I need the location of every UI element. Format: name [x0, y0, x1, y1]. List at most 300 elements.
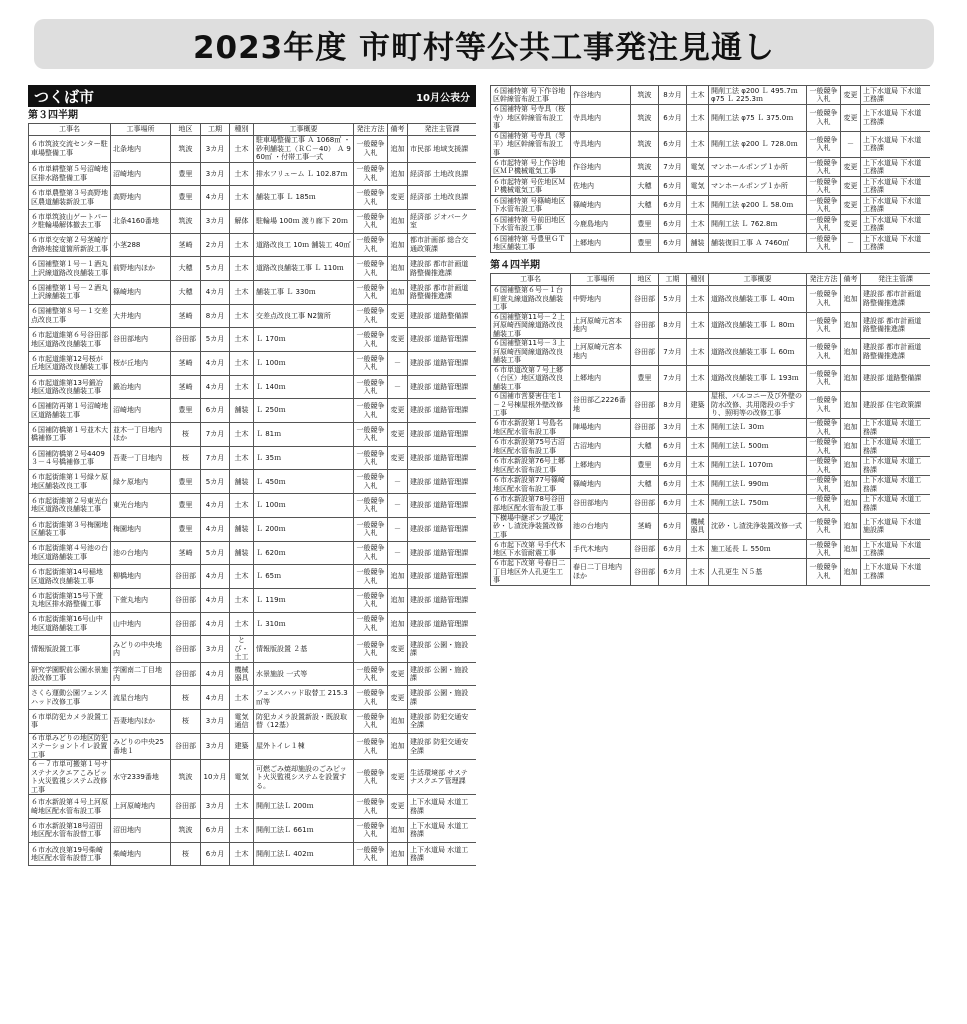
table-cell: 桜が丘地内: [111, 352, 171, 376]
table-cell: 3カ月: [201, 733, 230, 760]
table-cell: 一般競争入札: [807, 131, 841, 158]
table-cell: さくら運動公園フェンスハッド改修工事: [29, 686, 111, 710]
table-cell: Ｌ 35ｍ: [254, 446, 354, 470]
table-cell: 筑波: [631, 131, 659, 158]
page-title: 2023年度 市町村等公共工事発注見通し: [192, 29, 776, 66]
table-cell: 電気: [687, 158, 709, 177]
table-header: [491, 274, 931, 286]
table-cell: 舗装: [687, 234, 709, 253]
city-name: つくば市: [34, 87, 95, 106]
table-cell: 一般競争入札: [807, 158, 841, 177]
table-row: [29, 328, 477, 352]
table-cell: ６市水新設第１号島名地区配水管布設工事: [491, 418, 571, 437]
table-cell: 追加: [388, 280, 408, 304]
table-cell: 谷田部: [631, 339, 659, 366]
table-cell: 上河原崎元宮本地内: [571, 312, 631, 339]
table-cell: ６市水新設第78号谷田部地区配水管布設工事: [491, 494, 571, 513]
table-cell: 茎崎: [171, 352, 201, 376]
table-cell: 変更: [388, 636, 408, 663]
table-cell: 一般競争入札: [354, 819, 388, 843]
table-cell: 寺具地内: [571, 105, 631, 132]
table-cell: 茎崎: [171, 375, 201, 399]
table-cell: 土木: [687, 286, 709, 313]
table-cell: ６市水改良第19号柴崎地区配水管布設替工事: [29, 842, 111, 866]
table-cell: 開削工法 φ200 Ｌ 728.0ｍ: [709, 131, 807, 158]
table-cell: 一般競争入札: [807, 513, 841, 540]
table-cell: 土木: [230, 162, 254, 186]
table-cell: 柳橋地内: [111, 565, 171, 589]
table-cell: 4カ月: [201, 186, 230, 210]
table-cell: 下横場中継ポンプ場沈砂・し渣洗浄装置改修工事: [491, 513, 571, 540]
table-cell: 大穂: [631, 177, 659, 196]
table-cell: 建設部 防犯交通安全課: [408, 710, 477, 734]
table-cell: 土木: [230, 588, 254, 612]
table-cell: 建設部 道路管理課: [408, 352, 477, 376]
table-cell: 水守2339番地: [111, 760, 171, 795]
table-cell: 中野地内: [571, 286, 631, 313]
table-cell: 6カ月: [659, 196, 687, 215]
table-cell: 変更: [841, 196, 861, 215]
table-cell: 上郷地内: [571, 365, 631, 392]
table-cell: Ｌ 100ｍ: [254, 494, 354, 518]
table-row: [491, 559, 931, 586]
table-cell: 機械器具: [230, 662, 254, 686]
table-cell: 流星台地内: [111, 686, 171, 710]
table-cell: 水景施設 一式等: [254, 662, 354, 686]
table-cell: 建設部 道路管理課: [408, 612, 477, 636]
table-cell: 追加: [388, 136, 408, 163]
table-cell: 上下水道局 水道工務課: [861, 418, 931, 437]
table-cell: 追加: [388, 233, 408, 257]
table-cell: 追加: [388, 842, 408, 866]
table-cell: 開削工法Ｌ 30ｍ: [709, 418, 807, 437]
table-cell: 追加: [388, 710, 408, 734]
table-row: [491, 215, 931, 234]
table-cell: 追加: [841, 365, 861, 392]
table-cell: 道路改良舗装工事 Ｌ 80ｍ: [709, 312, 807, 339]
table-cell: 北条地内: [111, 136, 171, 163]
column-header: 発注方法: [354, 124, 388, 136]
table-row: [491, 540, 931, 559]
table-row: [29, 541, 477, 565]
table-cell: 建設部 防犯交通安全課: [408, 733, 477, 760]
table-row: [29, 136, 477, 163]
table-cell: 追加: [841, 437, 861, 456]
table-cell: ６国補整第１号－１酒丸上沢線道路改良舗装工事: [29, 257, 111, 281]
table-cell: 一般競争入札: [354, 209, 388, 233]
table-cell: 上河原崎元宮本地内: [571, 339, 631, 366]
table-cell: 北条4160番地: [111, 209, 171, 233]
table-cell: 建築: [687, 392, 709, 419]
table-cell: 一般競争入札: [354, 636, 388, 663]
column-header: 工事場所: [571, 274, 631, 286]
table-cell: 変更: [841, 105, 861, 132]
table-cell: 8カ月: [659, 392, 687, 419]
table-cell: 上下水道局 水道工務課: [861, 456, 931, 475]
table-row: [491, 418, 931, 437]
table-cell: 上下水道局 水道工務課: [861, 475, 931, 494]
table-cell: 作谷地内: [571, 158, 631, 177]
table-cell: 一般競争入札: [807, 286, 841, 313]
column-header: 発注方法: [807, 274, 841, 286]
table-cell: 7カ月: [659, 365, 687, 392]
table-cell: 5カ月: [201, 541, 230, 565]
table-cell: Ｌ 250ｍ: [254, 399, 354, 423]
table-cell: 土木: [230, 842, 254, 866]
table-cell: ６市起街維第16号山中地区道路舗装工事: [29, 612, 111, 636]
table-cell: Ｌ 450ｍ: [254, 470, 354, 494]
table-cell: 柴崎地内: [111, 842, 171, 866]
column-header: 発注主管課: [408, 124, 477, 136]
table-cell: 建設部 道路整備課: [861, 365, 931, 392]
table-cell: 建設部 道路管理課: [408, 470, 477, 494]
table-cell: 開削工法Ｌ 200ｍ: [254, 795, 354, 819]
table-cell: 大穂: [631, 196, 659, 215]
table-cell: 土木: [230, 280, 254, 304]
table-cell: 8カ月: [659, 86, 687, 105]
table-cell: 7カ月: [659, 158, 687, 177]
table-row: [491, 494, 931, 513]
table-cell: 6カ月: [659, 105, 687, 132]
table-cell: 小茎288: [111, 233, 171, 257]
table-cell: 2カ月: [201, 233, 230, 257]
table-cell: 変更: [388, 686, 408, 710]
table-cell: 3カ月: [201, 162, 230, 186]
table-cell: 土木: [230, 795, 254, 819]
table-cell: 大穂: [631, 437, 659, 456]
table-row: [29, 636, 477, 663]
table-cell: 前野地内ほか: [111, 257, 171, 281]
table-cell: 土木: [687, 540, 709, 559]
table-cell: 建設部 道路管理課: [408, 423, 477, 447]
table-cell: 池の台地内: [111, 541, 171, 565]
table-cell: 豊里: [171, 186, 201, 210]
table-cell: みどりの中央25番地１: [111, 733, 171, 760]
table-cell: 豊里: [171, 517, 201, 541]
table-cell: 建築: [230, 733, 254, 760]
table-cell: 茎崎: [171, 304, 201, 328]
table-cell: ６市単農整第３号高野地区農道舗装新設工事: [29, 186, 111, 210]
table-cell: 土木: [230, 612, 254, 636]
table-cell: 一般競争入札: [354, 760, 388, 795]
table-cell: 建設部 道路管理課: [408, 446, 477, 470]
table-cell: 手代木地内: [571, 540, 631, 559]
table-cell: 土木: [230, 328, 254, 352]
table-cell: 土木: [230, 375, 254, 399]
table-cell: 土木: [687, 215, 709, 234]
table-cell: 上下水道局 水道工務課: [861, 437, 931, 456]
table-cell: 6カ月: [201, 399, 230, 423]
table-row: [29, 710, 477, 734]
column-header: 工事概要: [709, 274, 807, 286]
table-cell: ６市水新設第75号古沼地区配水管布設工事: [491, 437, 571, 456]
table-cell: ６市水新設第76号上郷地区配水管布設工事: [491, 456, 571, 475]
table-row: [491, 339, 931, 366]
table-cell: 6カ月: [659, 559, 687, 586]
table-cell: 一般競争入札: [807, 494, 841, 513]
table-cell: 谷田部: [171, 636, 201, 663]
table-cell: 6カ月: [659, 475, 687, 494]
table-cell: 鍛冶地内: [111, 375, 171, 399]
table-cell: 桜: [171, 710, 201, 734]
table-cell: 開削工法Ｌ 750ｍ: [709, 494, 807, 513]
table-cell: 追加: [841, 456, 861, 475]
q4-table: [490, 273, 930, 586]
table-cell: ６市起道維第６号谷田部地区道路改良舗装工事: [29, 328, 111, 352]
table-row: [29, 233, 477, 257]
table-cell: 屋外トイレ１棟: [254, 733, 354, 760]
table-cell: 都市計画部 総合交通政策課: [408, 233, 477, 257]
table-cell: 春日二丁目地内ほか: [571, 559, 631, 586]
table-cell: ６－７市単可搬第１号サステナスクエアこみピット火災監視システム改修工事: [29, 760, 111, 795]
table-cell: 追加: [388, 565, 408, 589]
table-cell: 吾妻地内ほか: [111, 710, 171, 734]
table-cell: 舗装工事 Ｌ 330ｍ: [254, 280, 354, 304]
table-cell: ６市起道維第12号桜が丘地区道路改良舗装工事: [29, 352, 111, 376]
table-cell: －: [388, 541, 408, 565]
table-cell: ６市単交安第２号茎崎庁舎跡地接道箇所新設工事: [29, 233, 111, 257]
table-cell: 建設部 都市計画道路整備推進課: [861, 286, 931, 313]
table-cell: ６国補整第８号－１交差点改良工事: [29, 304, 111, 328]
table-cell: 谷田部乙2226番地: [571, 392, 631, 419]
table-cell: 一般競争入札: [807, 215, 841, 234]
table-cell: ６市水新設第18号沼田地区配水管布設替工事: [29, 819, 111, 843]
table-cell: 谷田部: [631, 286, 659, 313]
table-cell: Ｌ 81ｍ: [254, 423, 354, 447]
table-cell: 10カ月: [201, 760, 230, 795]
table-cell: 一般競争入札: [354, 612, 388, 636]
table-cell: 6カ月: [659, 513, 687, 540]
table-cell: 変更: [388, 662, 408, 686]
table-header: [29, 124, 477, 136]
table-cell: 建設部 都市計画道路整備推進課: [861, 339, 931, 366]
table-cell: 一般競争入札: [807, 86, 841, 105]
table-cell: 一般競争入札: [354, 280, 388, 304]
table-cell: 豊里: [631, 215, 659, 234]
table-row: [29, 423, 477, 447]
table-row: [29, 795, 477, 819]
table-cell: 5カ月: [201, 470, 230, 494]
table-cell: Ｌ 620ｍ: [254, 541, 354, 565]
table-cell: ６市起道維第13号鍛冶地区道路改良舗装工事: [29, 375, 111, 399]
table-cell: 3カ月: [201, 795, 230, 819]
table-cell: 一般競争入札: [807, 559, 841, 586]
table-cell: 電気: [230, 760, 254, 795]
table-cell: 土木: [230, 257, 254, 281]
table-cell: 佐地内: [571, 177, 631, 196]
table-cell: 豊里: [171, 399, 201, 423]
table-cell: 作谷地内: [571, 86, 631, 105]
table-cell: 建設部 公園・施設課: [408, 636, 477, 663]
table-cell: 土木: [230, 136, 254, 163]
table-row: [29, 209, 477, 233]
table-cell: ６国補防橋第１号並木大橋補修工事: [29, 423, 111, 447]
table-row: [491, 196, 931, 215]
table-cell: Ｌ 100ｍ: [254, 352, 354, 376]
table-cell: ６市筑波交流センター駐車場整備工事: [29, 136, 111, 163]
table-cell: 緑ケ原地内: [111, 470, 171, 494]
table-cell: 排水フリューム Ｌ 102.87ｍ: [254, 162, 354, 186]
table-cell: 一般競争入札: [354, 304, 388, 328]
table-row: [29, 304, 477, 328]
table-cell: ６市起街維第２号東光台地区道路改良舗装工事: [29, 494, 111, 518]
table-cell: ６国補特第 号寺具（琴平）地区幹線管布設工事: [491, 131, 571, 158]
table-row: [491, 158, 931, 177]
table-cell: 変更: [388, 760, 408, 795]
table-cell: 沼崎地内: [111, 399, 171, 423]
table-cell: 電気通信: [230, 710, 254, 734]
table-row: [491, 475, 931, 494]
table-row: [29, 186, 477, 210]
table-cell: 土木: [230, 565, 254, 589]
right-column: [490, 85, 930, 995]
table-cell: マンホールポンプ１か所: [709, 177, 807, 196]
table-cell: 下萱丸地内: [111, 588, 171, 612]
table-body: [29, 136, 477, 866]
table-cell: ６市単道改第７号上郷（台区）地区道路改良舗装工事: [491, 365, 571, 392]
table-cell: 建設部 住宅政策課: [861, 392, 931, 419]
table-cell: 追加: [841, 513, 861, 540]
table-cell: 6カ月: [659, 437, 687, 456]
column-header: 工事名: [491, 274, 571, 286]
table-cell: 6カ月: [659, 215, 687, 234]
table-row: [29, 399, 477, 423]
table-row: [491, 131, 931, 158]
table-cell: 豊里: [631, 234, 659, 253]
table-cell: 変更: [388, 399, 408, 423]
table-cell: 上下水道局 下水道工務課: [861, 234, 931, 253]
table-cell: 建設部 道路管理課: [408, 375, 477, 399]
table-cell: 土木: [687, 456, 709, 475]
table-row: [491, 286, 931, 313]
table-cell: 一般競争入札: [807, 418, 841, 437]
table-cell: 学園南二丁目地内: [111, 662, 171, 686]
table-row: [29, 257, 477, 281]
table-row: [29, 565, 477, 589]
table-cell: 筑波: [631, 158, 659, 177]
table-cell: 沈砂・し渣洗浄装置改修一式: [709, 513, 807, 540]
table-cell: 一般競争入札: [807, 234, 841, 253]
table-cell: 舗装: [230, 399, 254, 423]
table-cell: 一般競争入札: [354, 710, 388, 734]
table-cell: 沼田地内: [111, 819, 171, 843]
table-cell: ６国補防再第１号沼崎地区道路舗装工事: [29, 399, 111, 423]
table-cell: 8カ月: [659, 312, 687, 339]
table-cell: 陣場地内: [571, 418, 631, 437]
table-cell: ６市起特第 号上作谷地区ＭＰ機械電気工事: [491, 158, 571, 177]
table-cell: 筑波: [171, 209, 201, 233]
table-cell: 6カ月: [201, 842, 230, 866]
table-cell: 追加: [841, 392, 861, 419]
table-cell: 豊里: [171, 470, 201, 494]
table-cell: 上下水道局 下水道工務課: [861, 131, 931, 158]
table-cell: 一般競争入札: [354, 517, 388, 541]
table-cell: 土木: [687, 494, 709, 513]
table-cell: 建設部 公園・施設課: [408, 662, 477, 686]
table-cell: 道路改良工 10ｍ 舗装工 40㎡: [254, 233, 354, 257]
table-cell: 3カ月: [201, 136, 230, 163]
table-cell: 筑波: [171, 760, 201, 795]
table-cell: 変更: [388, 328, 408, 352]
table-cell: Ｌ 119ｍ: [254, 588, 354, 612]
table-cell: 谷田部地内: [111, 328, 171, 352]
table-cell: 谷田部: [631, 418, 659, 437]
table-cell: 追加: [388, 162, 408, 186]
table-cell: 舗装: [230, 541, 254, 565]
table-row: [29, 686, 477, 710]
table-row: [29, 733, 477, 760]
table-cell: 桜: [171, 423, 201, 447]
table-row: [29, 842, 477, 866]
table-row: [29, 470, 477, 494]
table-cell: 一般競争入札: [354, 233, 388, 257]
table-cell: 土木: [230, 446, 254, 470]
table-cell: 大穂: [631, 475, 659, 494]
table-cell: 篠崎地内: [571, 196, 631, 215]
table-cell: 建設部 都市計画道路整備推進課: [861, 312, 931, 339]
table-cell: 追加: [841, 540, 861, 559]
table-cell: Ｌ 170ｍ: [254, 328, 354, 352]
table-cell: 筑波: [631, 105, 659, 132]
table-cell: －: [388, 470, 408, 494]
table-cell: 舗装復旧工事 Ａ 7460㎡: [709, 234, 807, 253]
table-cell: 生活環境部 サステナスクエア管理課: [408, 760, 477, 795]
table-cell: 一般競争入札: [807, 339, 841, 366]
table-row: [491, 86, 931, 105]
table-cell: 電気: [687, 177, 709, 196]
table-cell: フェンスハッド取替工 215.3㎡等: [254, 686, 354, 710]
table-cell: 3カ月: [659, 418, 687, 437]
table-cell: 谷田部: [631, 540, 659, 559]
table-cell: Ｌ 200ｍ: [254, 517, 354, 541]
table-cell: 谷田部: [171, 588, 201, 612]
table-cell: 追加: [841, 339, 861, 366]
table-row: [491, 365, 931, 392]
table-cell: 豊里: [631, 456, 659, 475]
table-cell: ６市水新設第77号篠崎地区配水管布設工事: [491, 475, 571, 494]
table-cell: 4カ月: [201, 280, 230, 304]
table-cell: 6カ月: [659, 540, 687, 559]
table-cell: 一般競争入札: [807, 475, 841, 494]
table-cell: 建設部 都市計画道路整備推進課: [408, 280, 477, 304]
column-header: 種別: [230, 124, 254, 136]
table-cell: ６国補防橋第２号4409３－４号橋補修工事: [29, 446, 111, 470]
table-cell: 建設部 道路管理課: [408, 565, 477, 589]
table-row: [29, 612, 477, 636]
table-cell: 土木: [687, 196, 709, 215]
table-cell: 変更: [841, 215, 861, 234]
table-cell: 土木: [230, 304, 254, 328]
table-cell: 上下水道局 水道工務課: [408, 842, 477, 866]
table-cell: ６市起街維第14号稲地区道路改良舗装工事: [29, 565, 111, 589]
table-cell: 変更: [841, 86, 861, 105]
table-cell: 変更: [841, 177, 861, 196]
table-cell: 5カ月: [201, 257, 230, 281]
table-cell: 一般競争入札: [354, 423, 388, 447]
table-cell: 4カ月: [201, 517, 230, 541]
table-cell: ６市起下改第 号春日二丁目地区外人孔更生工事: [491, 559, 571, 586]
table-cell: ６市起街維第15号下萱丸地区排水路整備工事: [29, 588, 111, 612]
table-cell: 4カ月: [201, 375, 230, 399]
column-header: 工事場所: [111, 124, 171, 136]
table-row: [29, 662, 477, 686]
table-cell: 池の台地内: [571, 513, 631, 540]
table-cell: 茎崎: [171, 233, 201, 257]
table-row: [491, 456, 931, 475]
table-row: [491, 392, 931, 419]
table-cell: 開削工法Ｌ 990ｍ: [709, 475, 807, 494]
table-cell: 一般競争入札: [807, 365, 841, 392]
